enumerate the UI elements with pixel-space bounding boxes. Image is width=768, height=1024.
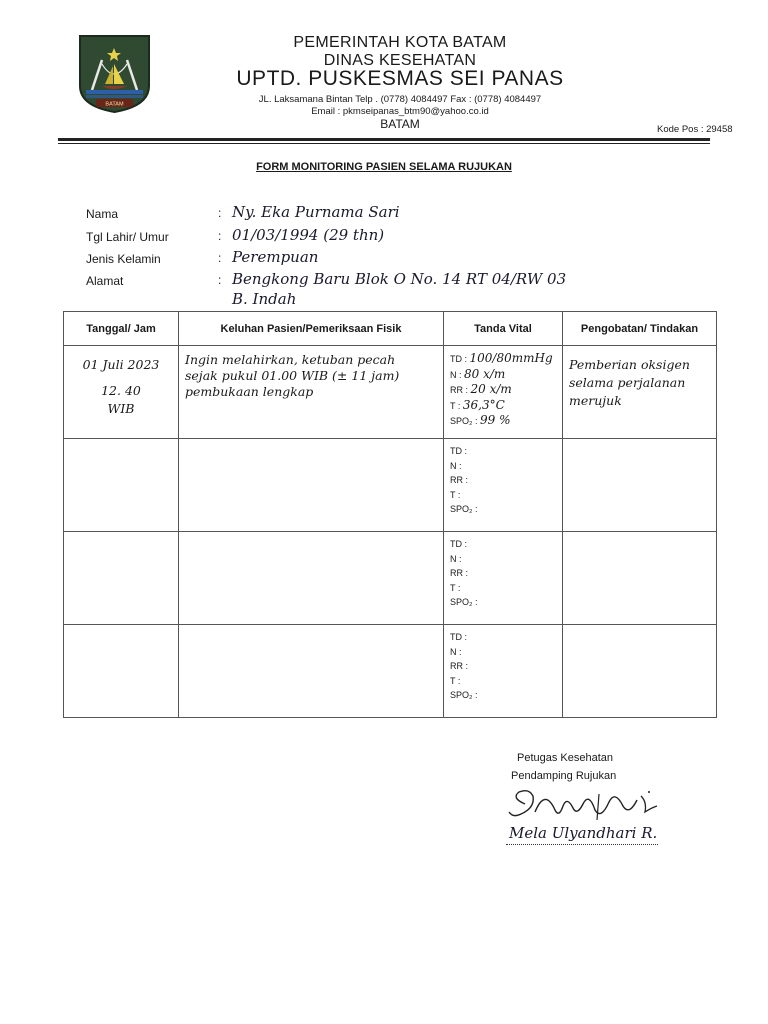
rr-label: RR : xyxy=(450,475,468,485)
vitals-cell xyxy=(444,346,563,439)
clinic-address: JL. Laksamana Bintan Telp . (0778) 4084497 Fax : (0778) 4084497 xyxy=(258,94,542,105)
treatment-cell xyxy=(563,625,717,718)
row-time: 12. 40 xyxy=(101,383,141,398)
n-label: N : xyxy=(450,369,462,380)
table-row xyxy=(64,346,717,439)
vitals-cell xyxy=(444,532,563,625)
spo2-label: SPO₂ : xyxy=(450,597,478,607)
table-row xyxy=(64,625,717,718)
complaint-line: sejak pukul 01.00 WIB (± 11 jam) xyxy=(185,368,400,383)
dob-value: 01/03/1994 (29 thn) xyxy=(232,226,385,244)
col-header-vitals: Tanda Vital xyxy=(444,312,563,346)
spo2-label: SPO₂ : xyxy=(450,504,478,514)
n-label: N : xyxy=(450,553,462,564)
date-cell xyxy=(64,346,179,439)
td-label: TD : xyxy=(450,632,467,642)
treatment-cell xyxy=(563,346,717,439)
t-label: T : xyxy=(450,489,461,500)
treatment-line: selama perjalanan xyxy=(569,375,686,390)
complaint-cell xyxy=(179,439,444,532)
header-divider-thick xyxy=(58,138,710,141)
government-name: PEMERINTAH KOTA BATAM xyxy=(293,34,507,51)
n-label: N : xyxy=(450,460,462,471)
form-title: FORM MONITORING PASIEN SELAMA RUJUKAN xyxy=(256,161,512,173)
signature-line xyxy=(506,844,658,845)
clinic-city: BATAM xyxy=(380,117,420,131)
date-cell xyxy=(64,532,179,625)
complaint-cell xyxy=(179,625,444,718)
complaint-cell xyxy=(179,532,444,625)
gender-colon: : xyxy=(218,251,222,265)
table-row xyxy=(64,439,717,532)
address-colon: : xyxy=(218,273,222,287)
name-label: Nama xyxy=(86,207,119,221)
address-value-line2: B. Indah xyxy=(232,290,297,308)
postal-code: Kode Pos : 29458 xyxy=(657,124,733,135)
spo2-label: SPO₂ : xyxy=(450,690,478,700)
table-header-row xyxy=(64,312,717,346)
t-value: 36,3°C xyxy=(462,397,505,412)
address-value-line1: Bengkong Baru Blok O No. 14 RT 04/RW 03 xyxy=(232,270,567,288)
logo-caption: BATAM xyxy=(105,101,124,108)
vitals-cell xyxy=(444,625,563,718)
name-colon: : xyxy=(218,206,222,220)
t-label: T : xyxy=(450,400,461,411)
dob-colon: : xyxy=(218,229,222,243)
clinic-email: Email : pkmseipanas_btm90@yahoo.co.id xyxy=(311,106,489,117)
t-label: T : xyxy=(450,582,461,593)
signer-title-2: Pendamping Rujukan xyxy=(511,770,617,782)
date-cell xyxy=(64,625,179,718)
td-label: TD : xyxy=(450,354,467,364)
gender-value: Perempuan xyxy=(232,248,319,266)
vitals-cell xyxy=(444,439,563,532)
signer-title-1: Petugas Kesehatan xyxy=(517,752,614,764)
col-header-date: Tanggal/ Jam xyxy=(64,312,179,346)
dob-label: Tgl Lahir/ Umur xyxy=(86,230,169,244)
clinic-name: UPTD. PUSKESMAS SEI PANAS xyxy=(236,67,564,90)
name-value: Ny. Eka Purnama Sari xyxy=(232,203,400,221)
n-label: N : xyxy=(450,646,462,657)
complaint-line: Ingin melahirkan, ketuban pecah xyxy=(185,352,396,367)
city-logo xyxy=(78,34,151,114)
td-value: 100/80mmHg xyxy=(469,351,553,365)
treatment-cell xyxy=(563,439,717,532)
t-label: T : xyxy=(450,675,461,686)
td-label: TD : xyxy=(450,446,467,456)
n-value: 80 x/m xyxy=(464,366,506,381)
address-label: Alamat xyxy=(86,274,124,288)
row-zone: WIB xyxy=(107,401,135,416)
col-header-treatment: Pengobatan/ Tindakan xyxy=(563,312,717,346)
header-divider-thin xyxy=(58,143,710,144)
table-row xyxy=(64,532,717,625)
spo2-value: 99 % xyxy=(480,413,511,427)
col-header-complaint: Keluhan Pasien/Pemeriksaan Fisik xyxy=(179,312,444,346)
monitoring-table xyxy=(63,311,717,718)
row-date: 01 Juli 2023 xyxy=(82,357,160,372)
rr-label: RR : xyxy=(450,568,468,578)
td-label: TD : xyxy=(450,539,467,549)
complaint-cell xyxy=(179,346,444,439)
rr-label: RR : xyxy=(450,661,468,671)
signer-name: Mela Ulyandhari R. xyxy=(509,824,658,842)
department-name: DINAS KESEHATAN xyxy=(323,52,477,69)
rr-label: RR : xyxy=(450,385,468,395)
spo2-label: SPO₂ : xyxy=(450,416,478,426)
gender-label: Jenis Kelamin xyxy=(86,252,161,266)
treatment-line: merujuk xyxy=(569,393,622,408)
rr-value: 20 x/m xyxy=(470,382,512,396)
treatment-line: Pemberian oksigen xyxy=(569,357,690,372)
date-cell xyxy=(64,439,179,532)
treatment-cell xyxy=(563,532,717,625)
handwritten-signature xyxy=(505,782,665,826)
complaint-line: pembukaan lengkap xyxy=(185,384,314,399)
